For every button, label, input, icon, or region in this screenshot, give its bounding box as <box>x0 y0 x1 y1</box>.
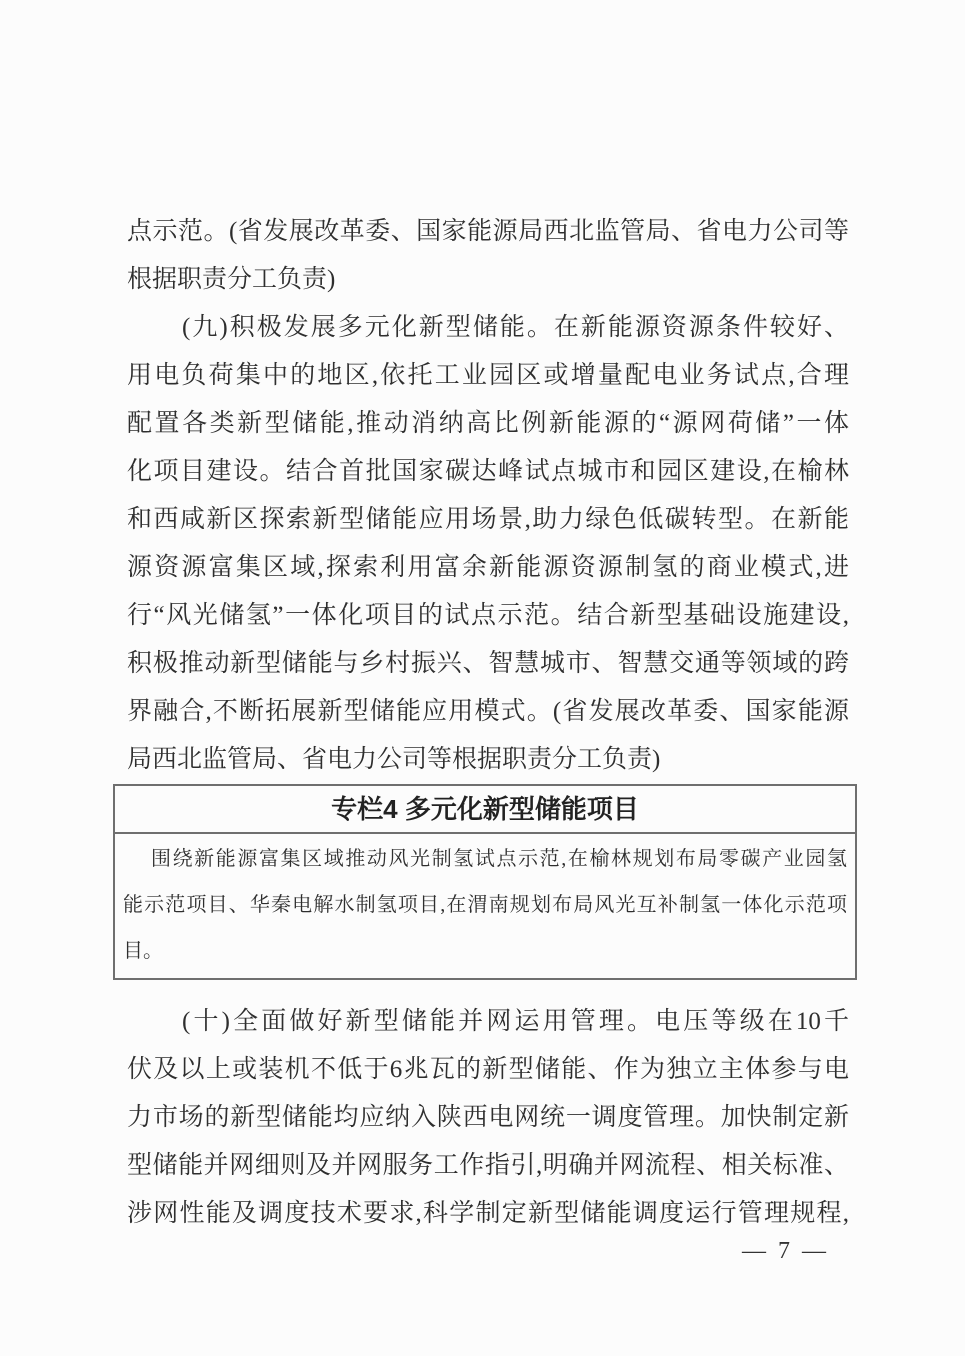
text-line: (九)积极发展多元化新型储能。在新能源资源条件较好、 <box>182 314 849 341</box>
text-line: 局西北监管局、省电力公司等根据职责分工负责) <box>127 746 661 773</box>
text-line: 积极推动新型储能与乡村振兴、智慧城市、智慧交通等领域的跨 <box>127 650 849 677</box>
paragraph-continuation <box>127 208 849 304</box>
text-line: 力市场的新型储能均应纳入陕西电网统一调度管理。加快制定新 <box>127 1104 849 1131</box>
callout-box <box>113 784 857 980</box>
text-line: 行“风光储氢”一体化项目的试点示范。结合新型基础设施建设, <box>127 602 849 629</box>
text-line: 化项目建设。结合首批国家碳达峰试点城市和园区建设,在榆林 <box>127 458 849 485</box>
text-line: 伏及以上或装机不低于6兆瓦的新型储能、作为独立主体参与电 <box>127 1056 849 1083</box>
text-line: 源资源富集区域,探索利用富余新能源资源制氢的商业模式,进 <box>127 554 849 581</box>
callout-body <box>115 834 855 978</box>
page-content <box>123 208 849 1238</box>
text-line: 用电负荷集中的地区,依托工业园区或增量配电业务试点,合理 <box>127 362 849 389</box>
callout-title: 专栏4 多元化新型储能项目 <box>115 786 855 834</box>
page-number: — 7 — <box>742 1238 829 1264</box>
text-line: 涉网性能及调度技术要求,科学制定新型储能调度运行管理规程, <box>127 1200 849 1227</box>
paragraph-item-nine <box>127 304 849 784</box>
text-line: 围绕新能源富集区域推动风光制氢试点示范,在榆林规划布局零碳产业园氢 <box>151 848 847 870</box>
text-line: 根据职责分工负责) <box>127 266 336 293</box>
text-line: 界融合,不断拓展新型储能应用模式。(省发展改革委、国家能源 <box>127 698 849 725</box>
paragraph-item-ten <box>127 998 849 1238</box>
text-line: (十)全面做好新型储能并网运用管理。电压等级在10千 <box>182 1008 849 1035</box>
text-line: 配置各类新型储能,推动消纳高比例新能源的“源网荷储”一体 <box>127 410 849 437</box>
text-line: 型储能并网细则及并网服务工作指引,明确并网流程、相关标准、 <box>127 1152 849 1179</box>
text-line: 点示范。(省发展改革委、国家能源局西北监管局、省电力公司等 <box>127 218 849 245</box>
text-line: 目。 <box>123 940 163 962</box>
text-line: 能示范项目、华秦电解水制氢项目,在渭南规划布局风光互补制氢一体化示范项 <box>123 894 847 916</box>
text-line: 和西咸新区探索新型储能应用场景,助力绿色低碳转型。在新能 <box>127 506 849 533</box>
